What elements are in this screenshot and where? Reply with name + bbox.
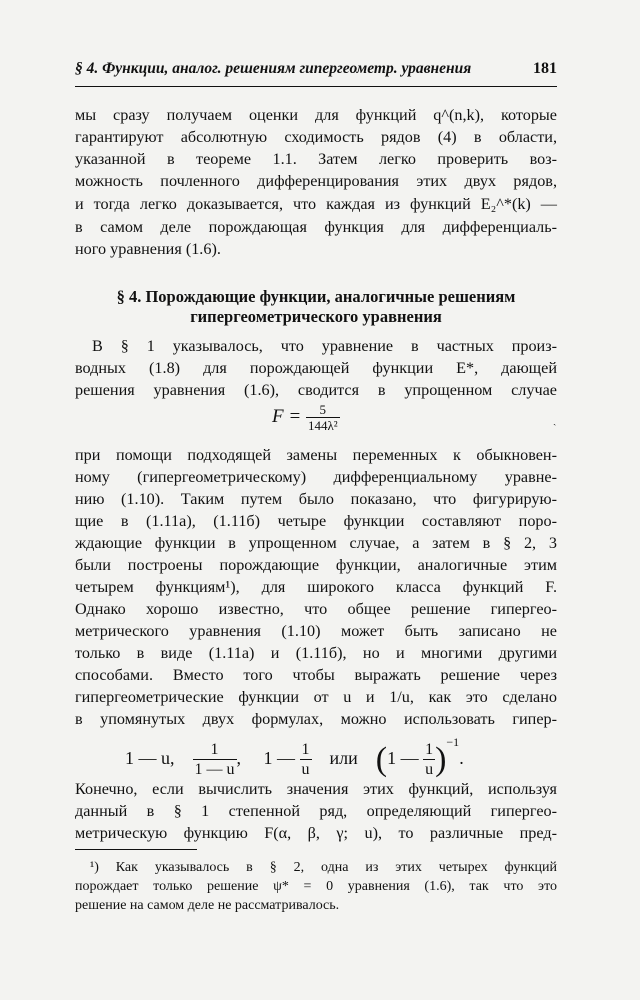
formula2-term4-pre: 1 —	[387, 748, 419, 768]
para1-line: мы сразу получаем оценки для функций q^(n,k), которые	[75, 106, 557, 124]
formula2-term3-den: u	[301, 761, 310, 779]
formula2-exponent: −1	[446, 735, 460, 749]
footnote-line: ¹) Как указывалось в § 2, одна из этих четырех функций	[90, 860, 557, 875]
formula2-term4	[423, 740, 435, 779]
formula-fraction	[306, 402, 340, 433]
para3-line: гипергеометрические функции от u и 1/u, как это сделано	[75, 688, 557, 706]
para3-line: были построены порождающие функции, аналогичные этим	[75, 556, 557, 574]
footnote-rule	[75, 849, 197, 850]
para3-line: только в виде (1.11а) и (1.11б), но и многими другими	[75, 644, 557, 662]
para4-line: данный в § 1 степенной ряд, определяющий гипергео-	[75, 802, 557, 820]
para3-line: Однако хорошо известно, что общее решение гипергео-	[75, 600, 557, 618]
formula2-term3-pre: 1 —	[263, 748, 295, 768]
formula2-paren-open: (	[375, 740, 388, 778]
para3-line: четырем функциям¹), для широкого класса функций F.	[75, 578, 557, 596]
header-rule	[75, 86, 557, 87]
formula2-paren-close: )	[435, 740, 447, 778]
formula-lhs: F =	[272, 405, 302, 427]
para3-line: ждающие функции в упрощенном случае, а затем в § 2, 3	[75, 534, 557, 552]
formula2-term2-den: 1 — u	[194, 761, 235, 779]
para1-line: можность почленного дифференцирования этих двух рядов,	[75, 172, 557, 190]
formula2-term3	[300, 740, 312, 779]
footnote-line: решение на самом деле не рассматривалось.	[75, 898, 340, 913]
para3-line: нию (1.10). Таким путем было показано, что фигурирую-	[75, 490, 557, 508]
formula2-term2	[193, 740, 237, 779]
para2-line: В § 1 указывалось, что уравнение в частных произ-	[92, 337, 557, 355]
display-formula-variables: 1 — u, $\frac{1}{1 — u}$ , 1 — $\frac{1}{u}$ или (1 — $\frac{1}{u}$ )$^{-1}$.	[125, 735, 464, 779]
formula2-term2-num: 1	[210, 741, 219, 759]
para3-line: ному (гипергеометрическому) дифференциальному уравне-	[75, 468, 557, 486]
running-head-title: § 4. Функции, аналог. решениям гипергеометр. уравнения	[75, 60, 472, 77]
section-heading-line: гипергеометрического уравнения	[190, 307, 442, 326]
formula2-word: или	[329, 748, 358, 768]
display-formula-f	[272, 402, 340, 433]
formula2-term1: 1 — u,	[125, 748, 175, 768]
para3-line: метрического уравнения (1.10) может быть записано не	[75, 622, 557, 640]
running-head	[75, 60, 557, 78]
para2-line: водных (1.8) для порождающей функции E*, дающей	[75, 359, 557, 377]
formula-numerator: 5	[319, 402, 327, 417]
formula2-term3-num: 1	[301, 741, 310, 759]
para4-line: Конечно, если вычислить значения этих функций, используя	[75, 780, 557, 798]
para3-line: при помощи подходящей замены переменных к обыкновен-	[75, 446, 557, 464]
formula2-term4-den: u	[425, 761, 434, 779]
para3-line: в упомянутых двух формулах, можно использовать гипер-	[75, 710, 557, 728]
page-number: 181	[533, 60, 557, 77]
para1-line: и тогда легко доказывается, что каждая из функций E₂^*(k) —	[75, 195, 557, 213]
scan-speck: ˏ	[553, 415, 557, 426]
para3-line: щие в (1.11а), (1.11б) четыре функции составляют поро-	[75, 512, 557, 530]
formula-denominator: 144λ²	[307, 418, 338, 433]
para1-line: указанной в теореме 1.1. Затем легко проверить воз-	[75, 150, 557, 168]
para3-line: способами. Вместо того чтобы выражать решение через	[75, 666, 557, 684]
section-heading-line: § 4. Порождающие функции, аналогичные решениям	[116, 287, 516, 306]
para2-line: решения уравнения (1.6), сводится в упрощенном случае	[75, 381, 557, 399]
para1-line: гарантируют абсолютную сходимость рядов (4) в области,	[75, 128, 557, 146]
para4-line: метрическую функцию F(α, β, γ; u), то различные пред-	[75, 824, 557, 842]
para1-line: ного уравнения (1.6).	[75, 240, 221, 258]
para1-line: в самом деле порождающая функция для дифференциаль-	[75, 218, 557, 236]
formula2-term4-num: 1	[425, 741, 434, 759]
footnote-line: порождает только решение ψ* = 0 уравнения (1.6), так что это	[75, 879, 557, 894]
